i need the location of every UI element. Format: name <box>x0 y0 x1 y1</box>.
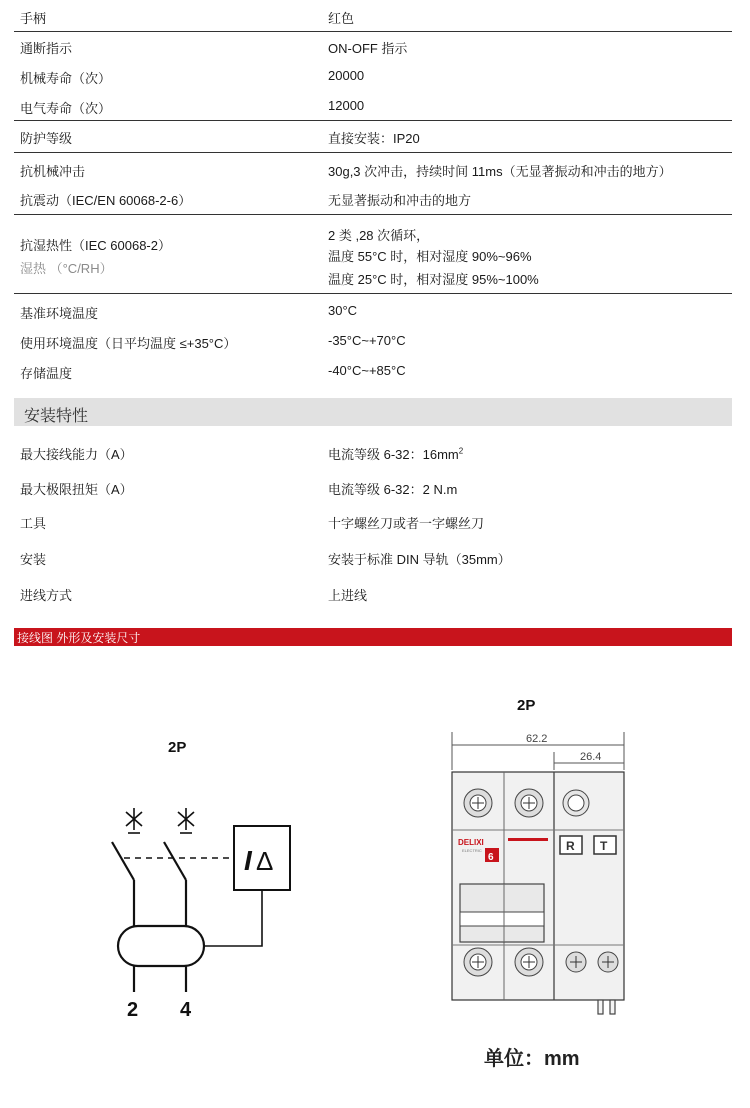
spec-value: 安装于标准 DIN 导轨（35mm） <box>328 552 511 567</box>
dimension-drawing <box>430 690 650 1026</box>
red-stripe <box>508 838 548 841</box>
dimension-title: 2P <box>517 697 536 714</box>
spec-value: 无显著振动和冲击的地方 <box>328 193 472 208</box>
screw-icon <box>464 948 492 976</box>
spec-value: 十字螺丝刀或者一字螺丝刀 <box>328 516 485 531</box>
spec-value: 直接安装：IP20 <box>328 131 420 146</box>
dimension-total-width: 62.2 <box>526 733 548 745</box>
terminal-label: 2 <box>127 999 139 1021</box>
screw-icon <box>464 789 492 817</box>
spec-value: -35°C~+70°C <box>328 333 406 348</box>
spec-label: 最大接线能力（A） <box>20 447 133 462</box>
spec-label: 最大极限扭矩（A） <box>20 482 133 497</box>
spec-label: 进线方式 <box>20 588 73 603</box>
spec-label: 工具 <box>20 516 47 531</box>
spec-label: 机械寿命（次） <box>20 71 112 86</box>
screw-icon <box>515 948 543 976</box>
wiring-diagram <box>0 730 330 1030</box>
spec-value: 红色 <box>328 11 355 26</box>
wiring-title: 2P <box>168 739 187 756</box>
unit-label: 单位：mm <box>484 1048 580 1070</box>
spec-sublabel: 湿热 （°C/RH） <box>20 261 113 276</box>
brand-logo: DELIXI <box>458 838 484 847</box>
row-divider <box>14 152 732 153</box>
row-divider <box>14 31 732 32</box>
spec-value: 12000 <box>328 98 365 113</box>
spec-value-line: 温度 55°C 时，相对湿度 90%~96% <box>328 249 532 264</box>
spec-label: 防护等级 <box>20 131 73 146</box>
spec-label: 基准环境温度 <box>20 306 99 321</box>
spec-value: 电流等级 6-32：2 N.m <box>328 482 458 497</box>
banner-text: 接线图 外形及安装尺寸 <box>17 631 141 645</box>
screw-icon <box>598 952 618 972</box>
spec-value-text: 电流等级 6-32：16mm <box>328 447 459 462</box>
spec-label: 抗湿热性（IEC 60068-2） <box>20 238 171 253</box>
spec-label: 通断指示 <box>20 41 73 56</box>
dimension-module-width: 26.4 <box>580 751 602 763</box>
spec-label: 电气寿命（次） <box>20 101 112 116</box>
spec-value: ON-OFF 指示 <box>328 41 408 56</box>
handle-bar <box>460 912 544 926</box>
spec-label: 手柄 <box>20 11 47 26</box>
spec-value: 30g,3 次冲击，持续时间 11ms（无显著振动和冲击的地方） <box>328 164 672 179</box>
spec-label: 使用环境温度（日平均温度 ≤+35°C） <box>20 336 237 351</box>
spec-value: -40°C~+85°C <box>328 363 406 378</box>
reset-button-label: R <box>566 839 575 853</box>
screw-icon <box>515 789 543 817</box>
terminal-pins <box>598 1000 615 1014</box>
spec-value-line: 温度 25°C 时，相对湿度 95%~100% <box>328 272 539 287</box>
spec-value-line: 2 类 ,28 次循环， <box>328 228 430 243</box>
sensing-wire <box>204 890 262 946</box>
section-banner <box>14 628 732 646</box>
arc-icon <box>178 808 194 833</box>
current-transformer <box>118 926 204 966</box>
brand-sub: ELECTRIC <box>462 848 482 853</box>
row-divider <box>14 120 732 121</box>
row-divider <box>14 293 732 294</box>
spec-value: 30°C <box>328 303 358 318</box>
spec-label: 安装 <box>20 552 47 567</box>
spec-value: 20000 <box>328 68 365 83</box>
spec-label: 抗机械冲击 <box>20 164 86 179</box>
section-header-install <box>14 398 732 426</box>
test-button-label: T <box>600 839 608 853</box>
superscript: 2 <box>458 446 464 456</box>
terminal-label: 4 <box>180 999 192 1021</box>
spec-value <box>328 444 463 463</box>
section-title: 安装特性 <box>24 408 89 425</box>
row-divider <box>14 214 732 215</box>
relay-symbol-delta: Δ <box>256 846 274 876</box>
relay-symbol-i: I <box>244 845 252 876</box>
spec-value: 上进线 <box>328 588 368 603</box>
spec-label: 抗震动（IEC/EN 60068-2-6） <box>20 193 192 208</box>
rating-text: 6 <box>488 852 494 863</box>
switch-contacts <box>112 842 186 926</box>
screw-icon <box>566 952 586 972</box>
indicator-icon <box>563 790 589 816</box>
spec-label: 存储温度 <box>20 366 73 381</box>
arc-icon <box>126 808 142 833</box>
